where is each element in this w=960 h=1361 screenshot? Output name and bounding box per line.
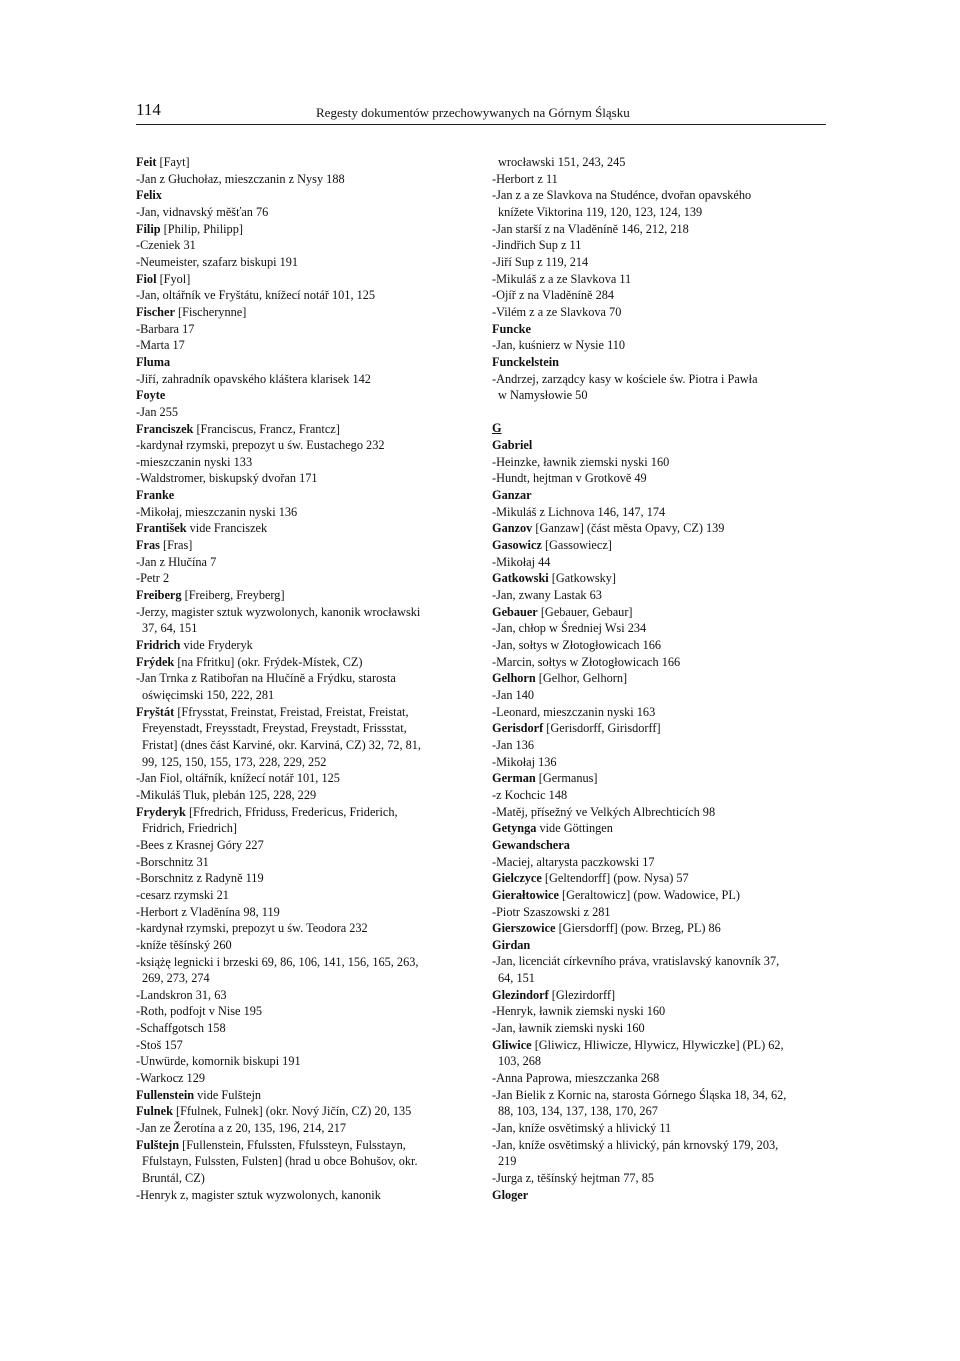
index-subentry: -Jan, kuśnierz w Nysie 110 [492, 338, 626, 353]
index-subentry: -Jan, oltářník ve Fryštátu, knížecí notář 101, 125 [136, 288, 376, 303]
headword-variants: [Gerisdorff, Girisdorff] [543, 721, 661, 736]
headword-variants: vide Göttingen [536, 821, 613, 836]
index-column-right [492, 154, 828, 1203]
index-subentry-continuation: Freyenstadt, Freysstadt, Freystad, Freystadt, Frissstat, [142, 721, 407, 736]
index-subentry: -Jan, kníže osvětimský a hlivický, pán krnovský 179, 203, [492, 1137, 779, 1152]
index-subentry: -Schaffgotsch 158 [136, 1021, 226, 1036]
headword-variants: [Fayt] [156, 155, 190, 169]
index-headword-entry [492, 887, 828, 904]
headword: Fridrich [136, 638, 181, 653]
index-subentry: -Jan z Głuchołaz, mieszczanin z Nysy 188 [136, 171, 345, 186]
index-subentry: -Andrzej, zarządcy kasy w kościele św. Piotra i Pawła [492, 371, 758, 386]
index-subentry: -Borschnitz 31 [136, 854, 209, 869]
headword: Girdan [492, 937, 531, 952]
headword: Gloger [492, 1187, 529, 1202]
headword-variants: [Fras] [159, 538, 193, 553]
index-headword-entry [492, 670, 828, 687]
index-subentry: -Jan z Hlučína 7 [136, 554, 217, 569]
index-subentry: -Neumeister, szafarz biskupi 191 [136, 254, 299, 269]
index-subentry: -Ojíř z na Vladěníně 284 [492, 288, 615, 303]
index-headword-entry [136, 520, 476, 537]
index-subentry: -Barbara 17 [136, 321, 195, 336]
index-subentry: -z Kochcic 148 [492, 787, 568, 802]
headword-variants: [Fyol] [156, 271, 191, 286]
index-subentry: -Hundt, hejtman v Grotkově 49 [492, 471, 647, 486]
index-subentry: -Leonard, mieszczanin nyski 163 [492, 704, 656, 719]
headword-variants: [Gebauer, Gebaur] [537, 604, 633, 619]
index-subentry-continuation: wrocławski 151, 243, 245 [498, 155, 626, 169]
headword-variants: vide Fryderyk [180, 638, 253, 653]
index-subentry: -kardynał rzymski, prepozyt u św. Teodora 232 [136, 921, 368, 936]
headword: Gierszowice [492, 921, 556, 936]
headword-variants: vide Franciszek [186, 521, 268, 536]
index-subentry: -Jan, zwany Lastak 63 [492, 588, 602, 603]
headword: Funckelstein [492, 354, 559, 369]
index-subentry-continuation: knížete Viktorina 119, 120, 123, 124, 139 [498, 204, 703, 219]
index-subentry: -Vilém z a ze Slavkova 70 [492, 304, 622, 319]
index-headword-entry [136, 537, 476, 554]
index-subentry-continuation: 37, 64, 151 [142, 621, 198, 636]
headword-variants: [Gelhor, Gelhorn] [535, 671, 628, 686]
index-subentry: -Bees z Krasnej Góry 227 [136, 837, 264, 852]
headword-variants: vide Fulštejn [194, 1087, 262, 1102]
index-headword-entry [136, 221, 476, 238]
index-subentry: -Jiří Sup z 119, 214 [492, 254, 589, 269]
index-headword-entry [492, 770, 828, 787]
headword-variants: [Philip, Philipp] [160, 221, 243, 236]
index-subentry: -Warkocz 129 [136, 1071, 206, 1086]
index-subentry: -Mikołaj 136 [492, 754, 557, 769]
index-subentry: -Henryk, ławnik ziemski nyski 160 [492, 1004, 666, 1019]
index-headword-entry [136, 187, 476, 204]
index-subentry: -Jan, vidnavský měšťan 76 [136, 204, 269, 219]
index-subentry-continuation: w Namysłowie 50 [498, 388, 588, 403]
index-subentry-continuation: oświęcimski 150, 222, 281 [142, 688, 275, 702]
index-subentry: -Jerzy, magister sztuk wyzwolonych, kanonik wrocławski [136, 604, 421, 619]
headword-variants: [Freiberg, Freyberg] [181, 588, 285, 603]
index-subentry: -Jan Fiol, oltářník, knížecí notář 101, 125 [136, 771, 340, 786]
headword: Gasowicz [492, 538, 542, 553]
headword-variants: [Fischerynne] [174, 304, 247, 319]
index-subentry: -Jan z a ze Slavkova na Studénce, dvořan opavského [492, 188, 752, 203]
headword: Fras [136, 538, 160, 553]
running-title: Regesty dokumentów przechowywanych na Górnym Śląsku [316, 105, 630, 120]
index-headword-entry [136, 704, 476, 721]
headword: Gielczyce [492, 871, 542, 886]
index-headword-entry [136, 304, 476, 321]
headword: František [136, 521, 187, 536]
page-number: 114 [136, 100, 161, 119]
index-subentry: -Jan Trnka z Ratibořan na Hlučíně a Frýdku, starosta [136, 671, 396, 686]
index-headword-entry [492, 820, 828, 837]
headword: Franciszek [136, 421, 194, 436]
headword-variants: [Geltendorff] (pow. Nysa) 57 [541, 871, 689, 886]
index-subentry: -Jan Bielik z Kornic na, starosta Górnego Śląska 18, 34, 62, [492, 1087, 787, 1102]
index-subentry: -Marcin, sołtys w Złotogłowicach 166 [492, 654, 681, 669]
index-headword-entry [136, 587, 476, 604]
headword: Gabriel [492, 438, 533, 453]
index-subentry-continuation: Bruntál, CZ) [142, 1171, 205, 1186]
index-subentry: -Landskron 31, 63 [136, 987, 227, 1002]
index-subentry: -Stoš 157 [136, 1037, 183, 1052]
headword: Gebauer [492, 604, 538, 619]
headword: Fischer [136, 304, 175, 319]
headword-variants: [Franciscus, Francz, Frantcz] [193, 421, 340, 436]
index-section-letter: G [492, 421, 502, 436]
index-subentry: -mieszczanin nyski 133 [136, 454, 253, 469]
index-subentry: -Waldstromer, biskupský dvořan 171 [136, 471, 318, 486]
index-subentry: -Anna Paprowa, mieszczanka 268 [492, 1071, 660, 1086]
index-subentry: -Heinzke, ławnik ziemski nyski 160 [492, 454, 670, 469]
index-subentry: -Herbort z Vladěnína 98, 119 [136, 904, 280, 919]
index-subentry: -Jan 136 [492, 737, 535, 752]
index-headword-entry [492, 920, 828, 937]
headword-variants: [Ffrysstat, Freinstat, Freistad, Freistat, Freistat, [174, 704, 409, 719]
headword: Fullenstein [136, 1087, 195, 1102]
headword: Gerisdorf [492, 721, 544, 736]
index-subentry: -Herbort z 11 [492, 171, 558, 186]
index-subentry: -kardynał rzymski, prepozyt u św. Eustachego 232 [136, 438, 385, 453]
index-subentry: -kníže těšínský 260 [136, 937, 232, 952]
headword: Getynga [492, 821, 537, 836]
index-headword-entry [136, 154, 476, 171]
index-headword-entry [492, 1187, 828, 1204]
index-headword-entry [492, 570, 828, 587]
headword: Ganzov [492, 521, 533, 536]
index-subentry: -Unwürde, komornik biskupi 191 [136, 1054, 301, 1069]
headword: Ganzar [492, 488, 532, 503]
index-subentry-continuation: 269, 273, 274 [142, 971, 210, 986]
index-subentry: -Jindřich Sup z 11 [492, 238, 582, 253]
index-subentry-continuation: 103, 268 [498, 1054, 542, 1069]
index-subentry: -Marta 17 [136, 338, 185, 353]
index-subentry: -książę legnicki i brzeski 69, 86, 106, 141, 156, 165, 263, [136, 954, 419, 969]
index-subentry: -Jan ze Žerotína a z 20, 135, 196, 214, 217 [136, 1121, 347, 1136]
headword-variants: [Glezirdorff] [548, 987, 616, 1002]
headword: Fulštejn [136, 1137, 180, 1152]
index-headword-entry [136, 1087, 476, 1104]
index-subentry: -Jan, chłop w Średniej Wsi 234 [492, 621, 647, 636]
index-subentry: -Jan 255 [136, 404, 179, 419]
index-subentry: -Matěj, přísežný ve Velkých Albrechticích 98 [492, 804, 716, 819]
index-headword-entry [136, 654, 476, 671]
index-subentry: -Mikołaj, mieszczanin nyski 136 [136, 504, 298, 519]
headword: Gelhorn [492, 671, 536, 686]
headword-variants: [Gliwicz, Hliwicze, Hlywicz, Hlywiczke] (PL) 62, [531, 1037, 784, 1052]
index-subentry-continuation: 219 [498, 1154, 517, 1169]
index-subentry: -Henryk z, magister sztuk wyzwolonych, kanonik [136, 1187, 381, 1202]
headword: Funcke [492, 321, 531, 336]
index-headword-entry [136, 637, 476, 654]
index-subentry: -Jan, kníže osvětimský a hlivický 11 [492, 1121, 672, 1136]
index-headword-entry [492, 437, 828, 454]
headword: Franke [136, 488, 175, 503]
headword: Fryderyk [136, 804, 186, 819]
headword: Frýdek [136, 654, 175, 669]
headword: Freiberg [136, 588, 182, 603]
headword-variants: [Ffredrich, Ffriduss, Fredericus, Friderich, [185, 804, 398, 819]
index-headword-entry [136, 354, 476, 371]
index-headword-entry [136, 271, 476, 288]
index-subentry: -Jan, licenciát církevního práva, vratislavský kanovník 37, [492, 954, 780, 969]
index-subentry: -Jan 140 [492, 687, 535, 702]
headword-variants: [Gassowiecz] [541, 538, 612, 553]
index-subentry-continuation: 64, 151 [498, 971, 535, 986]
index-headword-entry [492, 604, 828, 621]
headword: Gliwice [492, 1037, 532, 1052]
headword: Fryštát [136, 704, 175, 719]
index-subentry: -Jurga z, těšínský hejtman 77, 85 [492, 1171, 654, 1186]
index-headword-entry [492, 354, 828, 371]
index-headword-entry [492, 1037, 828, 1054]
index-subentry: -Roth, podfojt v Nise 195 [136, 1004, 263, 1019]
index-subentry: -Mikołaj 44 [492, 554, 551, 569]
headword: Foyte [136, 388, 166, 403]
index-headword-entry [136, 1103, 476, 1120]
index-headword-entry [136, 387, 476, 404]
headword-variants: [Ganzaw] (část města Opavy, CZ) 139 [532, 521, 725, 536]
headword-variants: [na Ffritku] (okr. Frýdek-Místek, CZ) [174, 654, 363, 669]
headword-variants: [Fullenstein, Ffulssten, Ffulssteyn, Fulsstayn, [179, 1137, 406, 1152]
index-headword-entry [492, 520, 828, 537]
headword: Felix [136, 188, 162, 203]
index-column-left [136, 154, 476, 1203]
headword: Fulnek [136, 1104, 173, 1119]
index-headword-entry [492, 837, 828, 854]
headword: Feit [136, 155, 157, 169]
index-subentry: -Mikuláš z a ze Slavkova 11 [492, 271, 632, 286]
index-headword-entry [492, 937, 828, 954]
index-subentry-continuation: Ffulstayn, Fulssten, Fulsten] (hrad u obce Bohušov, okr. [142, 1154, 418, 1169]
headword: Fluma [136, 354, 171, 369]
index-headword-entry [492, 487, 828, 504]
index-subentry: -Piotr Szaszowski z 281 [492, 904, 611, 919]
index-subentry: -Jiří, zahradník opavského kláštera klarisek 142 [136, 371, 371, 386]
index-subentry-continuation: 88, 103, 134, 137, 138, 170, 267 [498, 1104, 658, 1119]
index-headword-entry [136, 1137, 476, 1154]
headword: Gewandschera [492, 837, 570, 852]
index-headword-entry [492, 870, 828, 887]
index-subentry: -Maciej, altarysta paczkowski 17 [492, 854, 655, 869]
index-subentry: -Mikuláš Tluk, plebán 125, 228, 229 [136, 787, 317, 802]
index-subentry: -Petr 2 [136, 571, 170, 586]
headword: Fiol [136, 271, 157, 286]
index-subentry: -Czeniek 31 [136, 238, 196, 253]
index-subentry: -Borschnitz z Radyně 119 [136, 871, 264, 886]
index-subentry: -Jan, sołtys w Złotogłowicach 166 [492, 638, 662, 653]
index-headword-entry [492, 720, 828, 737]
index-subentry-continuation: 99, 125, 150, 155, 173, 228, 229, 252 [142, 754, 327, 769]
index-subentry-continuation: Fristat] (dnes část Karviné, okr. Karviná, CZ) 32, 72, 81, [142, 737, 422, 752]
index-headword-entry [136, 487, 476, 504]
headword-variants: [Germanus] [535, 771, 598, 786]
index-subentry: -Jan starší z na Vladěníně 146, 212, 218 [492, 221, 689, 236]
headword: Gatkowski [492, 571, 549, 586]
headword: Glezindorf [492, 987, 549, 1002]
headword-variants: [Gatkowsky] [548, 571, 616, 586]
index-subentry-continuation: Fridrich, Friedrich] [142, 821, 237, 836]
index-headword-entry [136, 421, 476, 438]
headword: Filip [136, 221, 161, 236]
page-header [136, 100, 826, 125]
index-headword-entry [492, 537, 828, 554]
index-subentry: -Jan, ławnik ziemski nyski 160 [492, 1021, 645, 1036]
headword: German [492, 771, 536, 786]
headword-variants: [Giersdorff] (pow. Brzeg, PL) 86 [555, 921, 721, 936]
index-subentry: -Mikuláš z Lichnova 146, 147, 174 [492, 504, 666, 519]
headword-variants: [Ffulnek, Fulnek] (okr. Nový Jičín, CZ) 20, 135 [172, 1104, 412, 1119]
headword: Gierałtowice [492, 887, 559, 902]
index-subentry: -cesarz rzymski 21 [136, 887, 229, 902]
index-headword-entry [136, 804, 476, 821]
index-headword-entry [492, 987, 828, 1004]
index-headword-entry [492, 321, 828, 338]
headword-variants: [Geraltowicz] (pow. Wadowice, PL) [558, 887, 740, 902]
